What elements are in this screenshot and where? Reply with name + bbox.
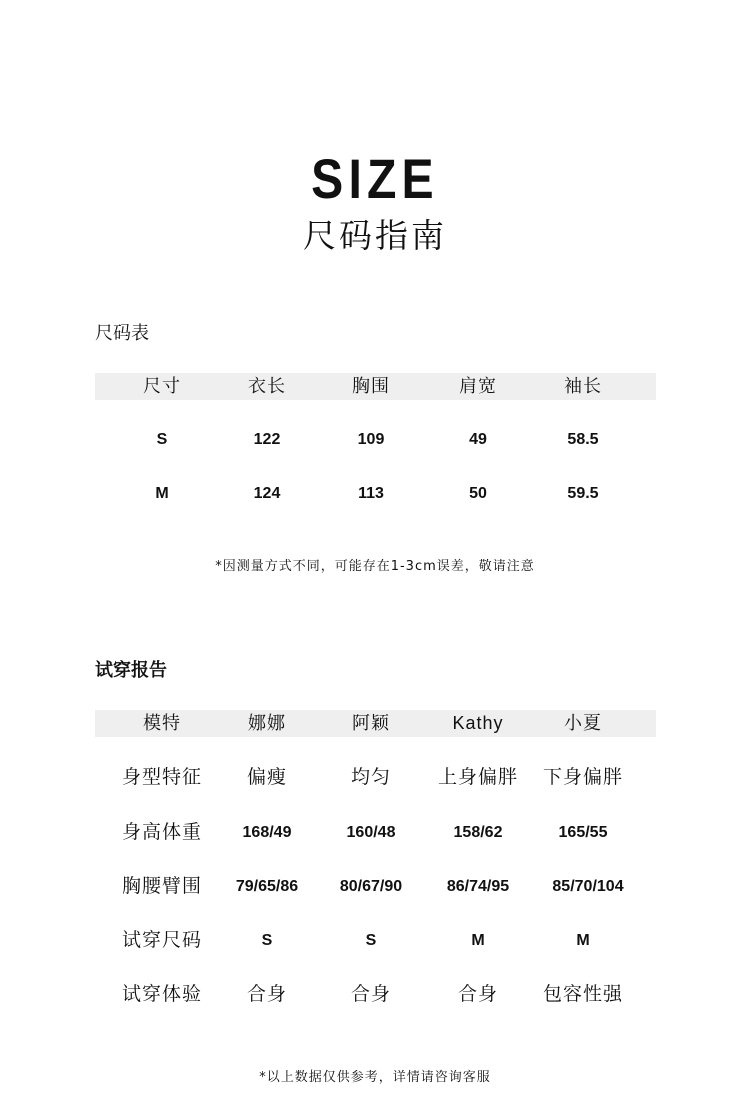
fit-cell: 86/74/95 bbox=[446, 878, 510, 895]
size-chart-note: *因测量方式不同，可能存在1-3cm误差，敬请注意 bbox=[215, 559, 535, 574]
page-title-chinese: 尺码指南 bbox=[303, 216, 447, 255]
fit-cell: 79/65/86 bbox=[235, 878, 299, 895]
fit-cell: 合身 bbox=[457, 983, 499, 1005]
chest-cell: 109 bbox=[357, 431, 385, 448]
fit-cell: M bbox=[576, 932, 590, 949]
fit-cell: S bbox=[365, 932, 377, 949]
page-title-english: SIZE bbox=[311, 147, 439, 210]
fit-cell: 包容性强 bbox=[542, 983, 624, 1005]
size-row-m bbox=[95, 484, 656, 504]
row-label: 试穿尺码 bbox=[121, 929, 203, 951]
fit-row-measurements bbox=[95, 873, 656, 899]
shoulder-cell: 49 bbox=[469, 431, 487, 448]
size-row-s bbox=[95, 430, 656, 450]
fit-cell: 85/70/104 bbox=[552, 878, 624, 895]
fit-cell: 165/55 bbox=[558, 824, 608, 841]
fit-cell: 合身 bbox=[350, 983, 392, 1005]
row-label: 身型特征 bbox=[121, 766, 203, 788]
fit-cell: 168/49 bbox=[242, 824, 292, 841]
fit-header-model-4: 小夏 bbox=[564, 713, 602, 734]
fit-cell: 160/48 bbox=[346, 824, 396, 841]
fit-header-model-1: 娜娜 bbox=[248, 713, 286, 734]
length-cell: 124 bbox=[253, 485, 281, 502]
fit-row-size-tried bbox=[95, 927, 656, 953]
fit-header-model-3: Kathy bbox=[452, 713, 504, 733]
size-header-shoulder: 肩宽 bbox=[459, 376, 497, 397]
size-cell: S bbox=[156, 431, 168, 448]
fit-row-experience bbox=[95, 981, 656, 1007]
chest-cell: 113 bbox=[358, 485, 384, 502]
fit-cell: 158/62 bbox=[453, 824, 503, 841]
fit-cell: S bbox=[261, 932, 273, 949]
sleeve-cell: 58.5 bbox=[567, 431, 599, 448]
size-header-sleeve: 袖长 bbox=[564, 376, 602, 397]
fit-cell: 合身 bbox=[246, 983, 288, 1005]
size-cell: M bbox=[155, 485, 169, 502]
size-chart-title: 尺码表 bbox=[95, 323, 149, 344]
fit-row-body-type bbox=[95, 764, 656, 790]
fit-cell: M bbox=[471, 932, 485, 949]
size-header-length: 衣长 bbox=[248, 376, 286, 397]
fit-header-model: 模特 bbox=[143, 713, 181, 734]
fit-report-title: 试穿报告 bbox=[95, 660, 167, 681]
size-header-size: 尺寸 bbox=[143, 376, 181, 397]
fit-cell: 均匀 bbox=[350, 766, 392, 788]
row-label: 试穿体验 bbox=[121, 983, 203, 1005]
row-label: 胸腰臂围 bbox=[121, 875, 203, 897]
fit-row-height-weight bbox=[95, 819, 656, 845]
fit-cell: 80/67/90 bbox=[339, 878, 403, 895]
fit-report-note: *以上数据仅供参考，详情请咨询客服 bbox=[259, 1070, 491, 1085]
sleeve-cell: 59.5 bbox=[567, 485, 599, 502]
size-header-chest: 胸围 bbox=[352, 376, 390, 397]
fit-cell: 上身偏胖 bbox=[437, 766, 519, 788]
shoulder-cell: 50 bbox=[469, 485, 487, 502]
row-label: 身高体重 bbox=[121, 821, 203, 843]
fit-report-header-band bbox=[95, 710, 656, 737]
size-chart-header-band bbox=[95, 373, 656, 400]
fit-cell: 偏瘦 bbox=[246, 766, 288, 788]
fit-header-model-2: 阿颖 bbox=[352, 713, 390, 734]
fit-cell: 下身偏胖 bbox=[542, 766, 624, 788]
length-cell: 122 bbox=[253, 431, 281, 448]
